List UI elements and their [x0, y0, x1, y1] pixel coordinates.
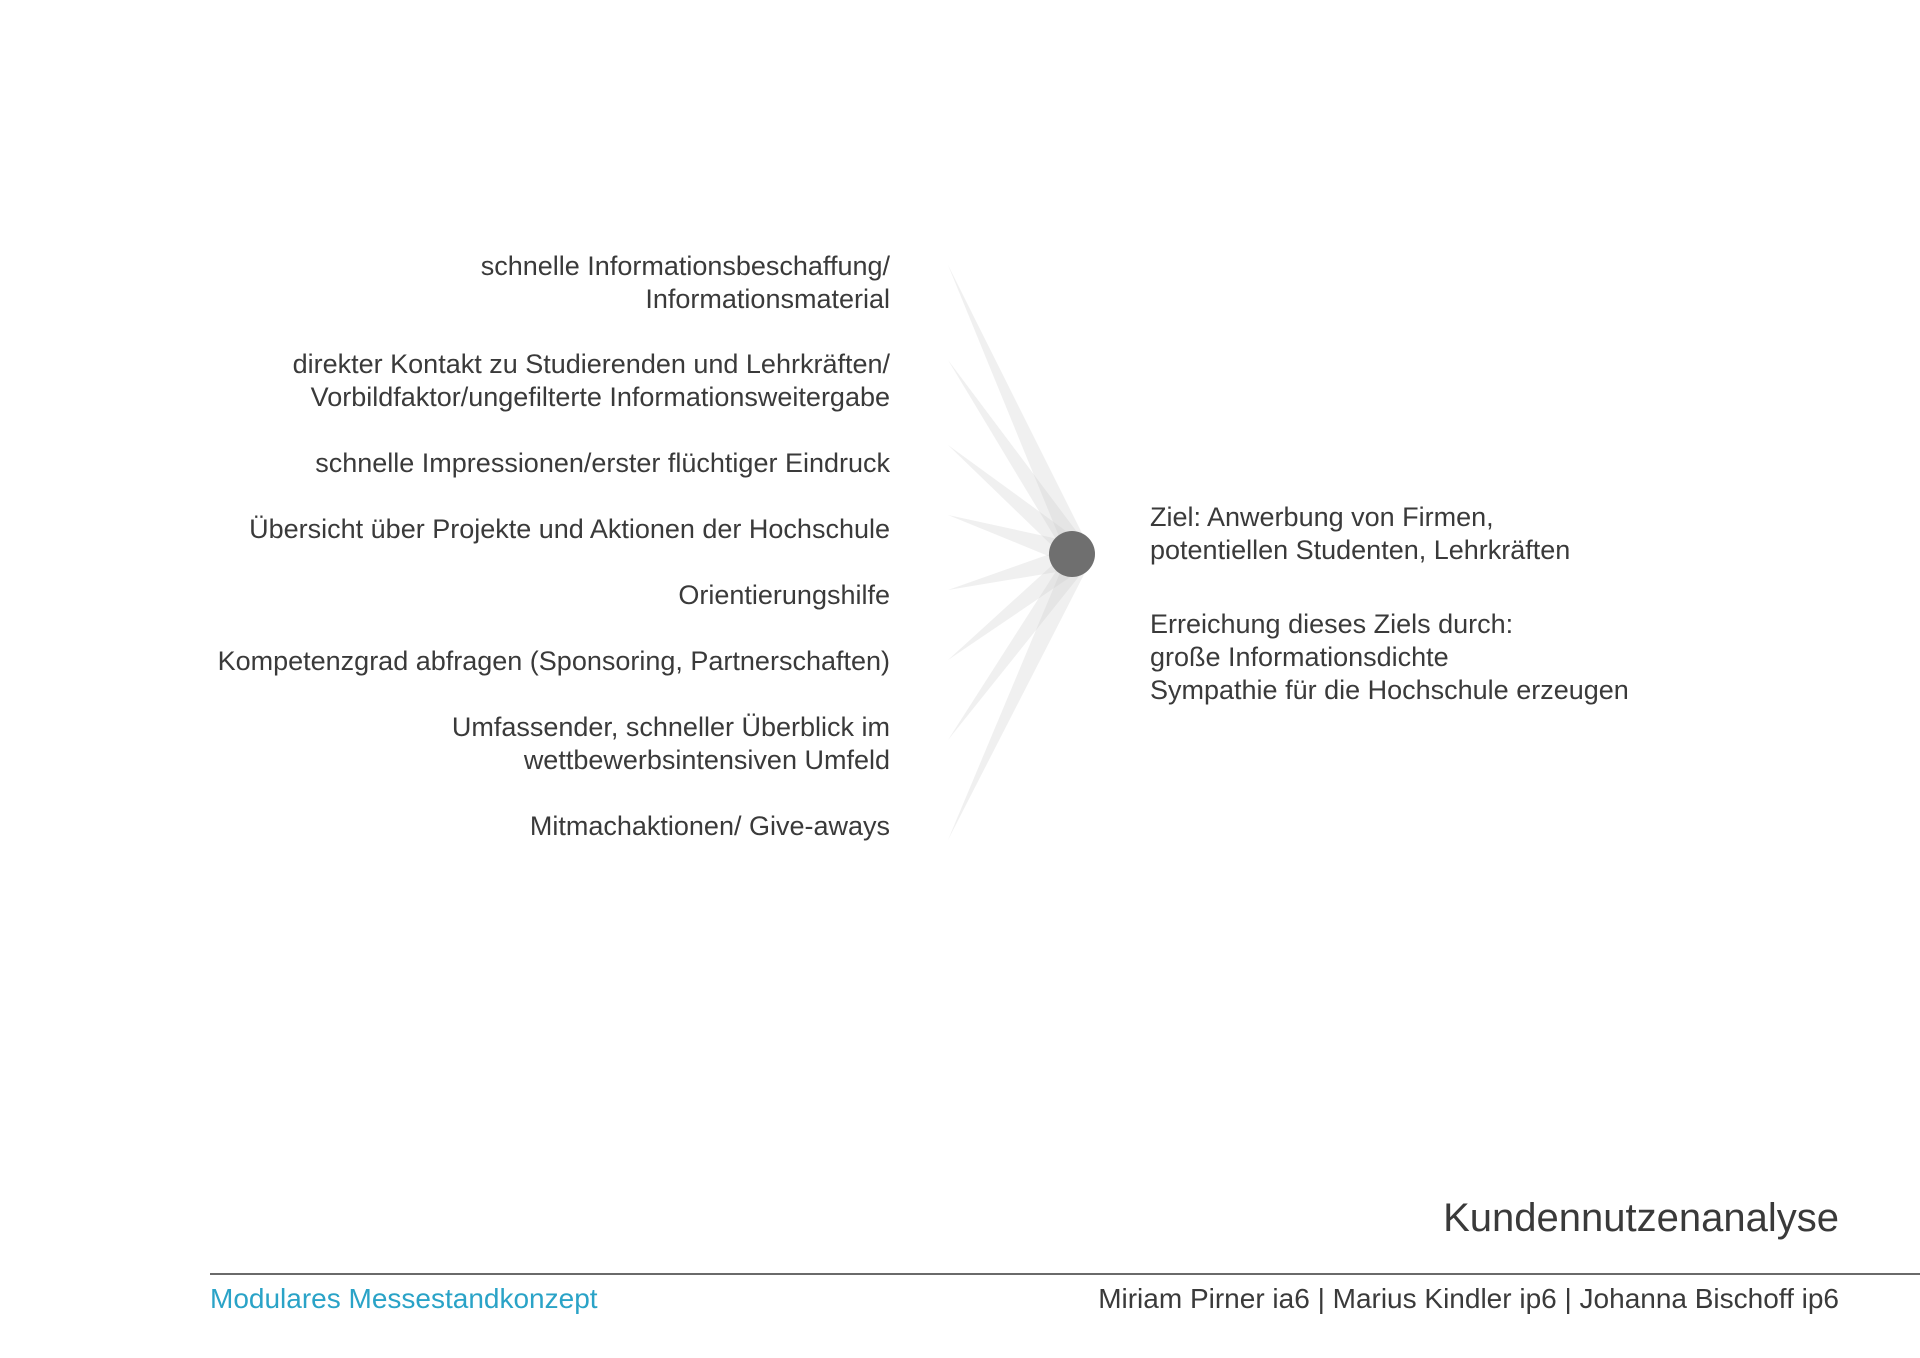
benefit-item-2: direkter Kontakt zu Studierenden und Lehrkräften/ Vorbildfaktor/ungefilterte Informationsweitergabe — [292, 349, 890, 412]
benefit-item-1: schnelle Informationsbeschaffung/ Informationsmaterial — [480, 251, 890, 314]
footer-divider — [210, 1273, 1920, 1275]
goal-text — [1150, 468, 1710, 740]
benefit-item-6: Kompetenzgrad abfragen (Sponsoring, Partnerschaften) — [217, 646, 890, 676]
benefit-item-5: Orientierungshilfe — [678, 580, 890, 610]
benefit-item-3: schnelle Impressionen/erster flüchtiger Eindruck — [315, 448, 890, 478]
project-name: Modulares Messestandkonzept — [210, 1283, 598, 1314]
hub-dot — [1049, 531, 1095, 577]
benefit-item-4: Übersicht über Projekte und Aktionen der Hochschule — [249, 514, 890, 544]
authors: Miriam Pirner ia6 | Marius Kindler ip6 | Johanna Bischoff ip6 — [1098, 1283, 1839, 1314]
ray-8 — [948, 551, 1091, 840]
page-title: Kundennutzenanalyse — [1443, 1196, 1839, 1240]
goal-aim: Ziel: Anwerbung von Firmen, potentiellen Studenten, Lehrkräften — [1150, 502, 1571, 565]
benefit-item-7: Umfassender, schneller Überblick im wettbewerbsintensiven Umfeld — [451, 712, 890, 775]
benefit-item-8: Mitmachaktionen/ Give-aways — [529, 811, 890, 841]
ray-1 — [948, 265, 1091, 561]
goal-means: Erreichung dieses Ziels durch: große Informationsdichte Sympathie für die Hochschule erzeugen — [1150, 609, 1629, 705]
